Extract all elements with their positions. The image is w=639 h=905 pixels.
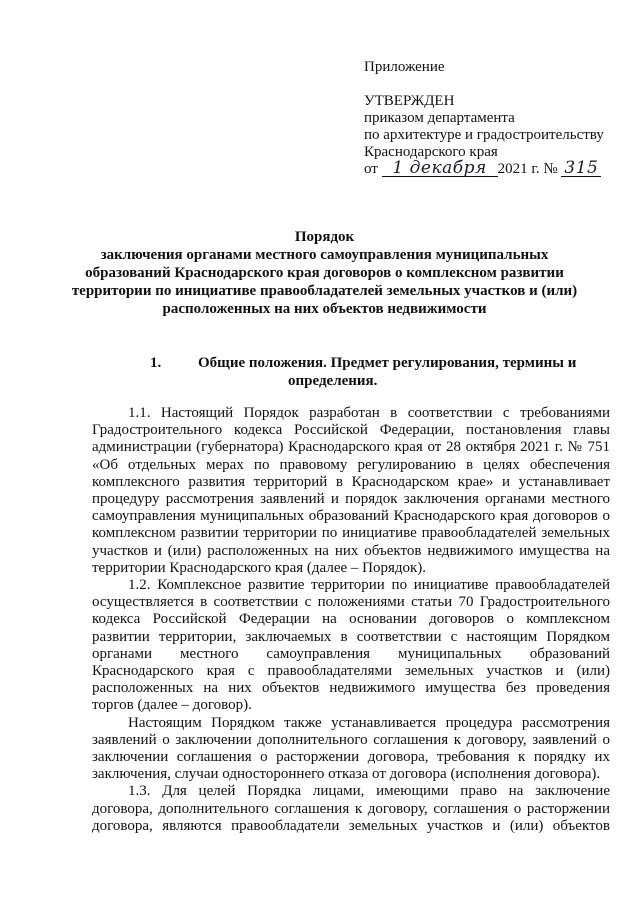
body-line: договора, являются правообладатели земельных участков и (или) объектов (92, 817, 610, 834)
body-line: «Об отдельных мерах по правовому регулированию в целях обеспечения (92, 456, 610, 473)
section-number: 1. (150, 355, 162, 371)
body-line: торгов (далее – договор). (92, 697, 252, 714)
body-line: территории Краснодарского края (далее – Порядок). (92, 559, 427, 576)
section-heading (150, 354, 590, 390)
body-line: администрации (губернатора) Краснодарского края от 28 октября 2021 г. № 751 (92, 439, 610, 456)
body-line: договора, дополнительного соглашения к договору, соглашения о расторжении (92, 800, 610, 817)
body-line: самоуправления муниципальных образований Краснодарского края договоров о (92, 508, 610, 525)
title-line: образований Краснодарского края договоров о комплексном развитии (85, 265, 564, 281)
approval-line-3: Краснодарского края (364, 144, 498, 160)
body-line: заключении соглашения о расторжении договора, требования к порядку их (92, 749, 610, 766)
title-line: расположенных на них объектов недвижимости (162, 301, 487, 317)
body-line: кодекса Российской Федерации на основании договоров о комплексном (92, 611, 610, 628)
body-line: процедуру рассмотрения заявлений и порядок заключения органами местного (92, 491, 610, 508)
approval-line-1: приказом департамента (364, 110, 515, 126)
body-line: 1.2. Комплексное развитие территории по инициативе правообладателей (128, 577, 610, 594)
body-line: осуществляется в соответствии с положениями статьи 70 Градостроительного (92, 594, 610, 611)
order-date-line (364, 158, 626, 178)
body-line: 1.3. Для целей Порядка лицами, имеющими право на заключение (128, 783, 610, 800)
section-title-line-2: определения. (288, 373, 378, 389)
approved-label: УТВЕРЖДЕН (364, 93, 455, 109)
document-body (92, 405, 610, 835)
body-line: комплексного развития территорий в Краснодарском крае» и устанавливает (92, 473, 610, 490)
title-line: Порядок (294, 229, 355, 245)
body-line: Настоящим Порядком также устанавливается процедура рассмотрения (128, 714, 610, 731)
year-suffix: 2021 г. № (497, 161, 558, 177)
title-line: территории по инициативе правообладателей земельных участков и (или) (71, 283, 578, 299)
approval-line-2: по архитектуре и градостроительству (364, 127, 604, 143)
body-line: комплексном развитии территории по инициативе правообладателей земельных (92, 525, 610, 542)
section-title-line-1: Общие положения. Предмет регулирования, термины и (198, 355, 577, 371)
body-line: заявлений о заключении дополнительного соглашения к договору, заявлений о (92, 731, 610, 748)
handwritten-order-number: 315 (561, 161, 601, 177)
body-line: 1.1. Настоящий Порядок разработан в соответствии с требованиями (128, 405, 610, 421)
title-line: заключения органами местного самоуправления муниципальных (100, 247, 549, 263)
body-line: Градостроительного кодекса Российской Федерации, постановления главы (92, 422, 610, 439)
body-line: развитии территории, заключаемых в соответствии с настоящим Порядком (92, 628, 610, 645)
body-line: заключения, случаи одностороннего отказа от договора (исполнения договора). (92, 766, 601, 783)
body-line: участков и (или) расположенных на них объектов недвижимого имущества на (92, 542, 610, 559)
approval-block (364, 59, 626, 178)
appendix-label: Приложение (364, 59, 445, 75)
handwritten-date: 1 декабря (382, 161, 498, 177)
body-line: Краснодарского края с правообладателями земельных участков и (или) (92, 663, 610, 680)
body-line: расположенных на них объектов недвижимого имущества без проведения (92, 680, 610, 697)
from-prefix: от (364, 161, 378, 177)
body-line: органами местного самоуправления муниципальных образований (92, 645, 610, 662)
document-title (60, 228, 589, 318)
